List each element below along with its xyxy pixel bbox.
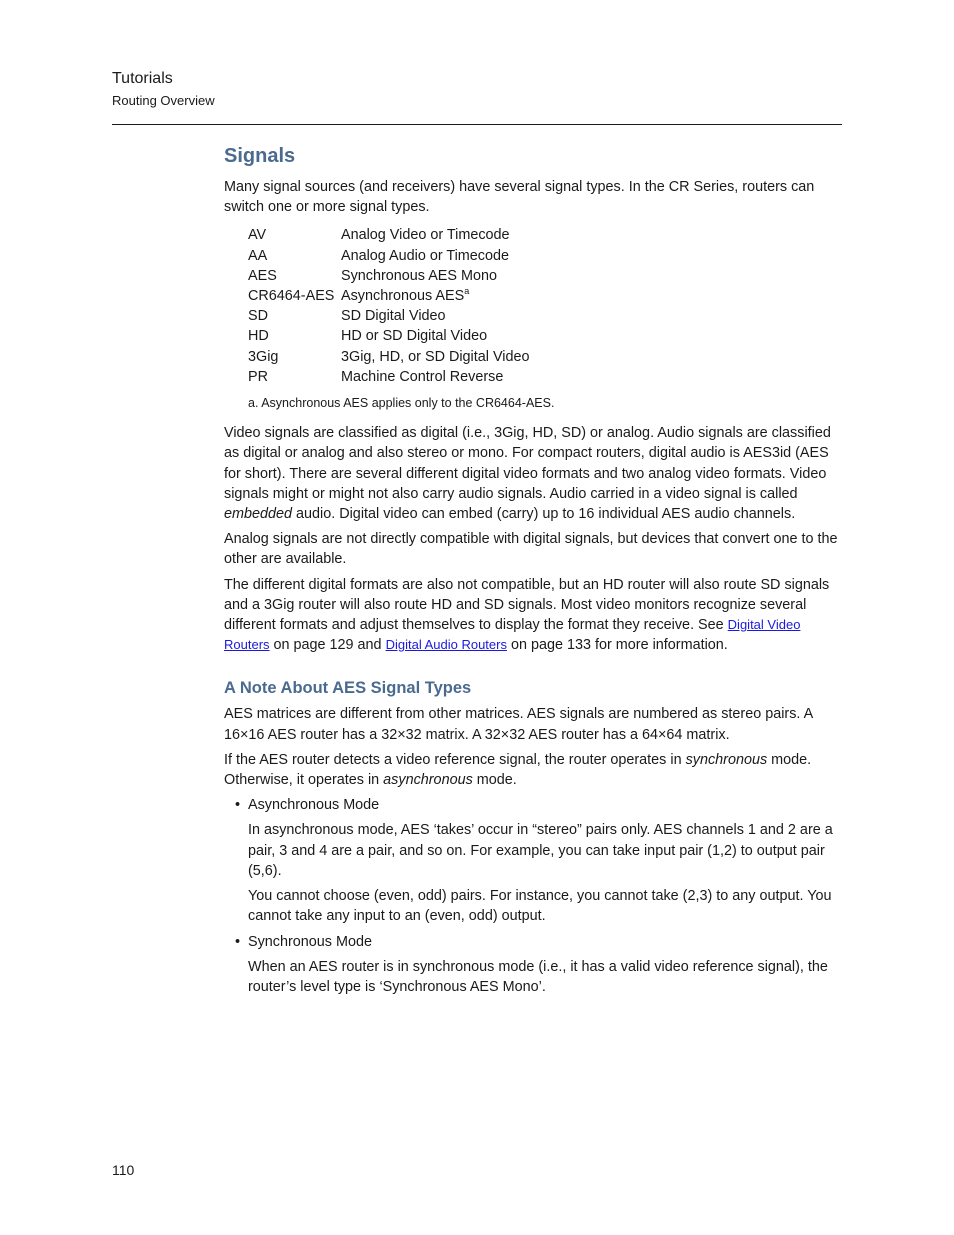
signal-desc: Asynchronous AES	[341, 288, 465, 305]
paragraph-sync-level: When an AES router is in synchronous mode (i.e., it has a valid video reference signal), the router’s level type is ‘Synchronous AES Mono’.	[248, 958, 828, 995]
text-run: The different digital formats are also not compatible, but an HD router will also route SD signals and a 3Gig router will also route HD and SD signals. Most video monitors recognize several different formats and adjust themselves to display the format they receive. See	[224, 576, 830, 634]
paragraph-async-pairs: In asynchronous mode, AES ‘takes’ occur in “stereo” pairs only. AES channels 1 and 2 are a pair, 3 and 4 are a pair, and so on. For example, you can take input pair (1,2) to output pair (5,6).	[248, 822, 833, 879]
signal-code: CR6464-AES	[248, 288, 335, 305]
bullet-synchronous-mode	[235, 932, 844, 952]
paragraph-analog-signals: Analog signals are not directly compatible with digital signals, but devices that convert one to the other are available.	[224, 531, 838, 568]
bullet-asynchronous-mode	[235, 795, 844, 815]
bullet-icon: •	[235, 797, 241, 814]
signal-desc: Analog Video or Timecode	[341, 227, 510, 244]
table-row	[248, 266, 530, 286]
signal-desc: 3Gig, HD, or SD Digital Video	[341, 348, 530, 365]
table-footnote: a. Asynchronous AES applies only to the CR6464-AES.	[248, 396, 555, 411]
table-row	[248, 286, 530, 306]
bullet-icon: •	[235, 933, 241, 950]
page-content	[224, 143, 844, 1002]
signal-desc-cell	[341, 286, 530, 306]
signal-desc: Synchronous AES Mono	[341, 267, 497, 284]
signal-code: AV	[248, 227, 267, 244]
table-row	[248, 225, 530, 245]
running-header-subtitle: Routing Overview	[112, 93, 215, 108]
signal-code: PR	[248, 368, 268, 385]
section-title: Signals	[224, 145, 296, 167]
signal-code: HD	[248, 328, 269, 345]
table-row	[248, 326, 530, 346]
footnote-marker: a	[464, 286, 470, 297]
text-run: audio. Digital video can embed (carry) up to 16 individual AES audio channels.	[292, 506, 796, 523]
emphasis-text: synchronous	[685, 751, 768, 768]
text-run: If the AES router detects a video reference signal, the router operates in	[224, 751, 686, 768]
page-number: 110	[112, 1162, 135, 1178]
paragraph-digital-formats	[224, 575, 844, 656]
text-run: mode. Otherwise, it operates in	[224, 751, 812, 789]
bullet-label: Synchronous Mode	[248, 933, 372, 950]
signal-desc: Analog Audio or Timecode	[341, 247, 509, 264]
table-row	[248, 246, 530, 266]
text-run: on page 129 and	[269, 637, 386, 654]
paragraph-aes-modes	[224, 750, 844, 790]
emphasis-text: embedded	[224, 506, 293, 523]
table-row	[248, 367, 530, 387]
text-run: on page 133 for more information.	[506, 637, 728, 654]
paragraph-aes-matrices: AES matrices are different from other matrices. AES signals are numbered as stereo pairs. A 16×16 AES router has a 32×32 matrix. A 32×32 AES router has a 64×64 matrix.	[224, 706, 813, 743]
text-run: mode.	[472, 772, 517, 789]
signal-desc: SD Digital Video	[341, 308, 446, 325]
signal-desc: HD or SD Digital Video	[341, 328, 488, 345]
signal-code: SD	[248, 308, 268, 325]
table-row	[248, 306, 530, 326]
signal-types-table	[248, 225, 530, 387]
paragraph-async-restriction: You cannot choose (even, odd) pairs. For instance, you cannot take (2,3) to any output. You cannot take any input to an (even, odd) output.	[248, 888, 832, 925]
signal-code: 3Gig	[248, 348, 279, 365]
link-digital-video-routers[interactable]: Digital Video Routers	[224, 617, 801, 653]
signal-code: AES	[248, 267, 277, 284]
subsection-title: A Note About AES Signal Types	[224, 679, 472, 698]
signal-desc: Machine Control Reverse	[341, 368, 504, 385]
emphasis-text: asynchronous	[383, 772, 473, 789]
bullet-label: Asynchronous Mode	[248, 797, 380, 814]
section-intro: Many signal sources (and receivers) have several signal types. In the CR Series, routers can switch one or more signal types.	[224, 179, 815, 216]
signal-code: AA	[248, 247, 268, 264]
paragraph-video-signals	[224, 423, 844, 524]
link-digital-audio-routers[interactable]: Digital Audio Routers	[385, 637, 507, 653]
text-run: Video signals are classified as digital (i.e., 3Gig, HD, SD) or analog. Audio signals are classified as digital or analog and also stereo or mono. For compact routers, digital audio is AES3id (AES for short). There are several different digital video formats and two analog video formats. Video signals might or might not also carry audio signals. Audio carried in a video signal is called	[224, 425, 831, 502]
table-row	[248, 347, 530, 367]
header-divider	[112, 124, 842, 125]
running-header-title: Tutorials	[112, 70, 173, 87]
